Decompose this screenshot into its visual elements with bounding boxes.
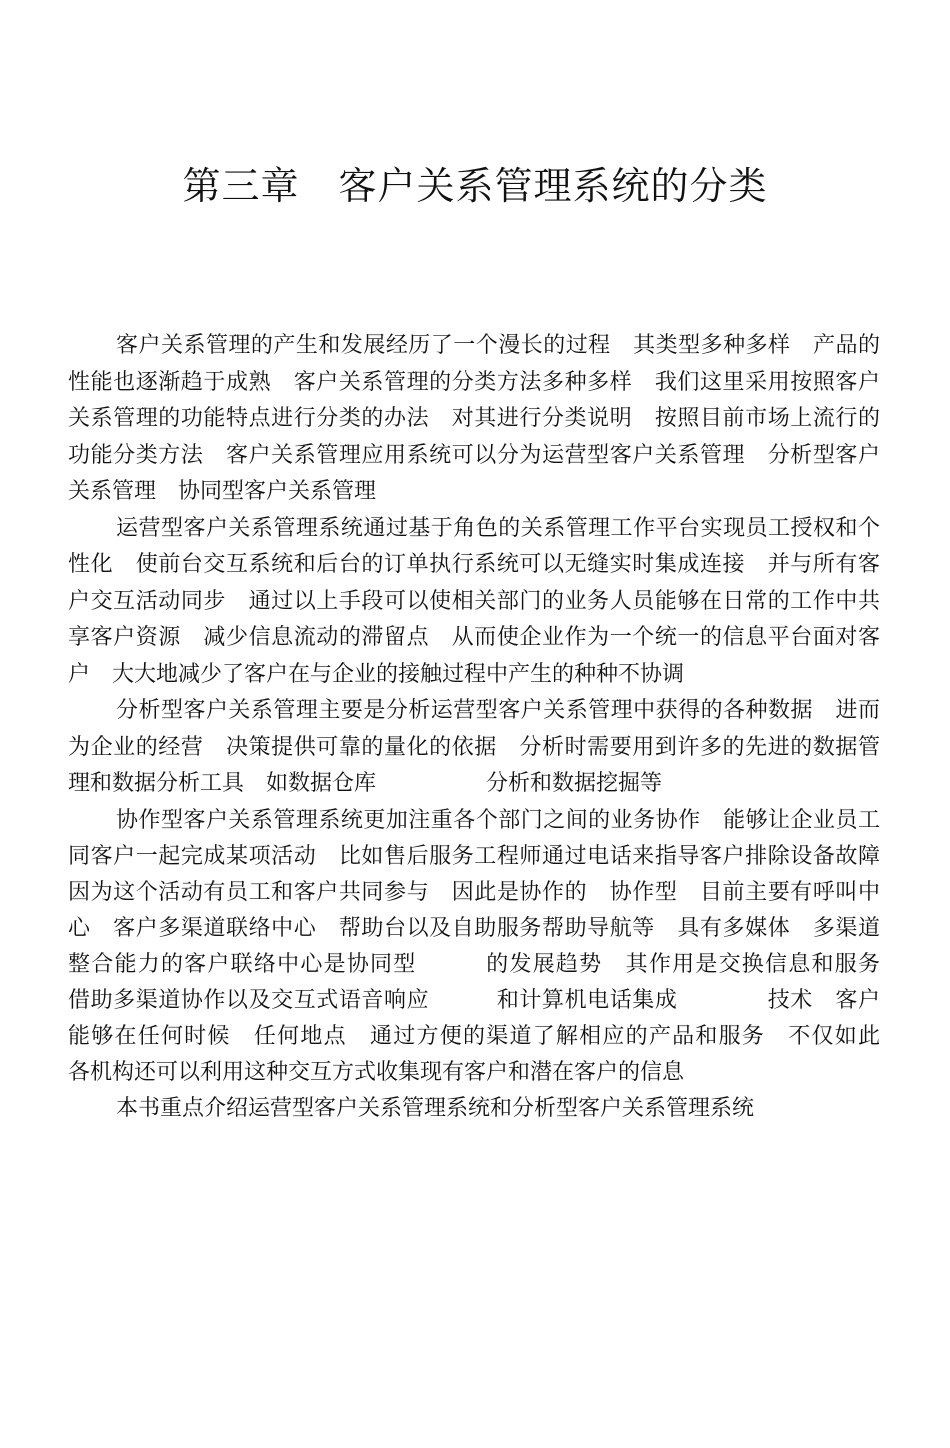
- chapter-title: 第三章 客户关系管理系统的分类: [182, 164, 768, 208]
- body-text: [68, 328, 947, 1127]
- paragraph-operational-crm: 运营型客户关系管理系统通过基于角色的关系管理工作平台实现员工授权和个性化 使前台交互系统和后台的订单执行系统可以无缝实时集成连接 并与所有客户交互活动同步 通过以上手段可以使相关部门的业务人员能够在日常的工作中共享客户资源 减少信息流动的滞留点 从而使企业作为一个统一的信息平台面对客户 大大地减少了客户在与企业的接触过程中产生的种种不协调: [68, 515, 880, 687]
- paragraph-intro: 客户关系管理的产生和发展经历了一个漫长的过程 其类型多种多样 产品的性能也逐渐趋于成熟 客户关系管理的分类方法多种多样 我们这里采用按照客户关系管理的功能特点进行分类的办法 对其进行分类说明 按照目前市场上流行的功能分类方法 客户关系管理应用系统可以分为运营型客户关系管理 分析型客户关系管理 协同型客户关系管理: [68, 333, 880, 504]
- paragraph-collaborative-crm: 协作型客户关系管理系统更加注重各个部门之间的业务协作 能够让企业员工同客户一起完成某项活动 比如售后服务工程师通过电话来指导客户排除设备故障 因为这个活动有员工和客户共同参与 因此是协作的 协作型 目前主要有呼叫中心 客户多渠道联络中心 帮助台以及自助服务帮助导航等 具有多媒体 多渠道整合能力的客户联络中心是协同型 的发展趋势 其作用是交换信息和服务 借助多渠道协作以及交互式语音响应 和计算机电话集成 技术 客户能够在任何时候 任何地点 通过方便的渠道了解相应的产品和服务 不仅如此 各机构还可以利用这种交互方式收集现有客户和潜在客户的信息: [68, 807, 947, 1085]
- paragraph-book-focus: 本书重点介绍运营型客户关系管理系统和分析型客户关系管理系统: [116, 1095, 755, 1121]
- paragraph-analytical-crm: 分析型客户关系管理主要是分析运营型客户关系管理中获得的各种数据 进而为企业的经营 决策提供可靠的量化的依据 分析时需要用到许多的先进的数据管理和数据分析工具 如数据仓库 分析和数据挖掘等: [68, 698, 880, 796]
